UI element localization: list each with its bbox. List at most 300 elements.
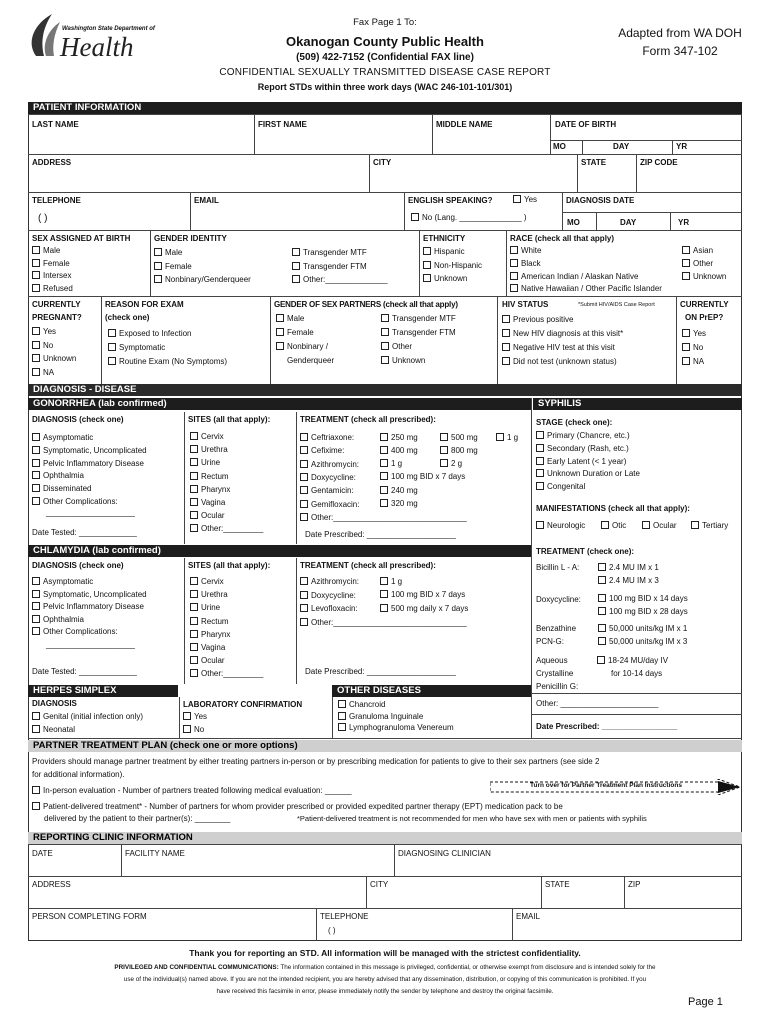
checkbox[interactable] [108, 329, 116, 337]
first-name-input[interactable] [258, 131, 428, 151]
checkbox[interactable] [423, 247, 431, 255]
gono-site-option-6[interactable]: Ocular [190, 511, 225, 520]
doxy-option-1[interactable]: 100 mg BID x 28 days [598, 607, 688, 616]
clinic-clinician-label: DIAGNOSING CLINICIAN [398, 849, 491, 858]
pregnant-option-1[interactable]: No [32, 341, 53, 350]
gono-treat-option-5[interactable]: Gemifloxacin: [300, 500, 359, 509]
benz-option-0[interactable]: 50,000 units/kg IM x 1 [598, 624, 687, 633]
stage-option-0[interactable]: Primary (Chancre, etc.) [536, 431, 630, 440]
chl-dose-0[interactable]: 1 g [380, 577, 402, 586]
clinic-state-label: STATE [545, 880, 570, 889]
checkbox[interactable] [338, 712, 346, 720]
checkbox[interactable] [32, 446, 40, 454]
checkbox[interactable] [502, 329, 510, 337]
gono-diag-option-2[interactable]: Pelvic Inflammatory Disease [32, 459, 144, 468]
checkbox[interactable] [338, 723, 346, 731]
checkbox[interactable] [32, 459, 40, 467]
checkbox[interactable] [190, 617, 198, 625]
checkbox[interactable] [154, 262, 162, 270]
checkbox[interactable] [108, 357, 116, 365]
checkbox[interactable] [691, 521, 699, 529]
checkbox[interactable] [536, 482, 544, 490]
race-option-right-2[interactable]: Unknown [682, 272, 726, 281]
chl-treat-option-1[interactable]: Doxycycline: [300, 591, 356, 600]
checkbox[interactable] [380, 446, 388, 454]
bicillin-option-1[interactable]: 2.4 MU IM x 3 [598, 576, 659, 585]
herpes-option-0[interactable]: Genital (initial infection only) [32, 712, 143, 721]
checkbox[interactable] [32, 327, 40, 335]
checkbox[interactable] [682, 357, 690, 365]
syph-treat-title: TREATMENT (check one): [536, 547, 635, 556]
checkbox[interactable] [190, 498, 198, 506]
chl-date-tested[interactable]: Date Tested: _____________ [32, 667, 137, 676]
race-option-3[interactable]: Native Hawaiian / Other Pacific Islander [510, 284, 662, 293]
gono-dose-1[interactable]: 500 mg [440, 433, 478, 442]
herpes-header: HERPES SIMPLEX [28, 685, 178, 697]
checkbox[interactable] [300, 473, 308, 481]
lab-option-0[interactable]: Yes [183, 712, 207, 721]
checkbox[interactable] [381, 328, 389, 336]
checkbox[interactable] [32, 725, 40, 733]
pregnant-option-3[interactable]: NA [32, 368, 54, 377]
ethnicity-option-0[interactable]: Hispanic [423, 247, 465, 256]
ethnicity-option-1[interactable]: Non-Hispanic [423, 261, 482, 270]
bicillin-option-0[interactable]: 2.4 MU IM x 1 [598, 563, 659, 572]
gender-option-1[interactable]: Female [154, 262, 192, 271]
checkbox[interactable] [598, 607, 606, 615]
gono-dose-6[interactable]: 2 g [440, 459, 462, 468]
chl-diag-option-0[interactable]: Asymptomatic [32, 577, 93, 586]
manif-2[interactable]: Ocular [642, 521, 677, 530]
checkbox[interactable] [292, 275, 300, 283]
checkbox[interactable] [183, 725, 191, 733]
clinic-header: REPORTING CLINIC INFORMATION [28, 832, 742, 844]
checkbox[interactable] [32, 484, 40, 492]
gono-diag-title: DIAGNOSIS (check one) [32, 415, 124, 424]
checkbox[interactable] [380, 577, 388, 585]
checkbox[interactable] [190, 445, 198, 453]
dob-day: DAY [613, 142, 630, 151]
checkbox[interactable] [510, 284, 518, 292]
partner-gender-option-0[interactable]: Male [276, 314, 304, 323]
adapted-line-2: Form 347-102 [642, 44, 718, 58]
checkbox[interactable] [190, 485, 198, 493]
checkbox[interactable] [536, 469, 544, 477]
aq-option[interactable]: 18-24 MU/day IV [597, 656, 668, 665]
checkbox[interactable] [32, 590, 40, 598]
city-label: CITY [373, 158, 392, 167]
hiv-option-2[interactable]: Negative HIV test at this visit [502, 343, 615, 352]
checkbox[interactable] [682, 259, 690, 267]
checkbox[interactable] [190, 511, 198, 519]
checkbox[interactable] [300, 618, 308, 626]
checkbox[interactable] [32, 246, 40, 254]
gono-treat-option-6[interactable]: Other:______________________________ [300, 513, 467, 522]
chl-treat-option-2[interactable]: Levofloxacin: [300, 604, 358, 613]
middle-name-input[interactable] [436, 131, 546, 151]
reason-title: REASON FOR EXAM [105, 300, 184, 309]
telephone-label: TELEPHONE [32, 196, 81, 205]
hiv-option-1[interactable]: New HIV diagnosis at this visit* [502, 329, 623, 338]
other-disease-option-1[interactable]: Granuloma Inguinale [338, 712, 423, 721]
clinic-address-label: ADDRESS [32, 880, 71, 889]
checkbox[interactable] [300, 460, 308, 468]
checkbox[interactable] [190, 603, 198, 611]
agency-name: Okanogan County Public Health [286, 34, 484, 49]
checkbox[interactable] [682, 343, 690, 351]
chl-dose-2[interactable]: 500 mg daily x 7 days [380, 604, 468, 613]
checkbox[interactable] [32, 712, 40, 720]
english-no[interactable]: No (Lang. ______________ ) [411, 213, 527, 222]
checkbox[interactable] [682, 272, 690, 280]
chl-diag-option-3[interactable]: Ophthalmia [32, 615, 84, 624]
partner-opt-in-person[interactable]: In-person evaluation - Number of partners treated following medical evaluation: ______ [32, 786, 352, 795]
gender-option-right-1[interactable]: Transgender FTM [292, 262, 367, 271]
pregnant-option-2[interactable]: Unknown [32, 354, 76, 363]
checkbox[interactable] [292, 248, 300, 256]
stage-option-4[interactable]: Congenital [536, 482, 585, 491]
gono-date-prescribed[interactable]: Date Prescribed: ____________________ [305, 530, 456, 539]
gono-site-option-3[interactable]: Rectum [190, 472, 229, 481]
checkbox[interactable] [601, 521, 609, 529]
chl-date-prescribed[interactable]: Date Prescribed: ____________________ [305, 667, 456, 676]
chl-sites-title: SITES (all that apply): [188, 561, 271, 570]
checkbox[interactable] [381, 342, 389, 350]
chl-site-option-6[interactable]: Ocular [190, 656, 225, 665]
checkbox[interactable] [300, 500, 308, 508]
syphilis-header: SYPHILIS [533, 398, 742, 410]
partner-gender-option-right-3[interactable]: Unknown [381, 356, 425, 365]
checkbox[interactable] [502, 357, 510, 365]
checkbox[interactable] [190, 630, 198, 638]
benz-label-1: Benzathine [536, 624, 577, 633]
race-option-right-1[interactable]: Other [682, 259, 713, 268]
checkbox[interactable] [190, 656, 198, 664]
checkbox[interactable] [536, 431, 544, 439]
prep-option-2[interactable]: NA [682, 357, 704, 366]
checkbox[interactable] [32, 602, 40, 610]
gono-other-line[interactable]: ____________________ [46, 508, 135, 517]
checkbox[interactable] [513, 195, 521, 203]
sex-option-2[interactable]: Intersex [32, 271, 71, 280]
gono-treat-option-0[interactable]: Ceftriaxone: [300, 433, 354, 442]
checkbox[interactable] [380, 486, 388, 494]
last-name-label: LAST NAME [32, 120, 79, 129]
chl-diag-option-1[interactable]: Symptomatic, Uncomplicated [32, 590, 147, 599]
form-title: CONFIDENTIAL SEXUALLY TRANSMITTED DISEASE CASE REPORT [219, 67, 551, 78]
checkbox[interactable] [300, 446, 308, 454]
checkbox[interactable] [32, 259, 40, 267]
checkbox[interactable] [380, 459, 388, 467]
chl-site-option-4[interactable]: Pharynx [190, 630, 230, 639]
chl-other-line[interactable]: ____________________ [46, 640, 135, 649]
checkbox[interactable] [292, 262, 300, 270]
partner-gender-option-right-2[interactable]: Other [381, 342, 412, 351]
sex-title: SEX ASSIGNED AT BIRTH [32, 234, 131, 243]
gono-site-option-4[interactable]: Pharynx [190, 485, 230, 494]
prep-option-1[interactable]: No [682, 343, 703, 352]
gender-option-0[interactable]: Male [154, 248, 182, 257]
gono-treat-option-3[interactable]: Doxycycline: [300, 473, 356, 482]
chl-diag-option-2[interactable]: Pelvic Inflammatory Disease [32, 602, 144, 611]
checkbox[interactable] [536, 457, 544, 465]
aq-label-1: Aqueous [536, 656, 568, 665]
checkbox[interactable] [536, 444, 544, 452]
gono-dose-8[interactable]: 240 mg [380, 486, 418, 495]
checkbox[interactable] [32, 615, 40, 623]
gono-treat-option-2[interactable]: Azithromycin: [300, 460, 359, 469]
checkbox[interactable] [190, 458, 198, 466]
gono-treat-option-4[interactable]: Gentamicin: [300, 486, 354, 495]
race-option-right-0[interactable]: Asian [682, 246, 713, 255]
lab-option-1[interactable]: No [183, 725, 204, 734]
stage-option-3[interactable]: Unknown Duration or Late [536, 469, 640, 478]
aq-label-3: Penicillin G: [536, 682, 579, 691]
checkbox[interactable] [190, 643, 198, 651]
clinic-zip-label: ZIP [628, 880, 641, 889]
gono-treat-option-1[interactable]: Cefixime: [300, 446, 344, 455]
doxy-option-0[interactable]: 100 mg BID x 14 days [598, 594, 688, 603]
gono-dose-0[interactable]: 250 mg [380, 433, 418, 442]
english-yes[interactable]: Yes [513, 195, 537, 204]
checkbox[interactable] [380, 472, 388, 480]
checkbox[interactable] [598, 637, 606, 645]
checkbox[interactable] [32, 271, 40, 279]
checkbox[interactable] [300, 486, 308, 494]
manif-1[interactable]: Otic [601, 521, 626, 530]
checkbox[interactable] [496, 433, 504, 441]
reason-option-2[interactable]: Routine Exam (No Symptoms) [108, 357, 227, 366]
checkbox[interactable] [32, 627, 40, 635]
other-disease-option-0[interactable]: Chancroid [338, 700, 385, 709]
chl-site-option-1[interactable]: Urethra [190, 590, 228, 599]
checkbox[interactable] [190, 524, 198, 532]
checkbox[interactable] [32, 786, 40, 794]
clinic-email-label: EMAIL [516, 912, 541, 921]
gono-diag-option-1[interactable]: Symptomatic, Uncomplicated [32, 446, 147, 455]
checkbox[interactable] [380, 604, 388, 612]
checkbox[interactable] [423, 274, 431, 282]
dob-label: DATE OF BIRTH [555, 120, 617, 129]
checkbox[interactable] [276, 342, 284, 350]
gono-diag-option-5[interactable]: Other Complications: [32, 497, 118, 506]
race-option-0[interactable]: White [510, 246, 541, 255]
page-number: Page 1 [688, 996, 723, 1008]
turn-over-arrow: Turn over for Partner Treatment Plan Instructions [490, 779, 742, 795]
last-name-input[interactable] [32, 131, 250, 151]
checkbox[interactable] [338, 700, 346, 708]
diag-day: DAY [620, 218, 637, 227]
partner-opt-ept-2: delivered by the patient to their partner(s): ________ [44, 814, 231, 823]
manif-3[interactable]: Tertiary [691, 521, 728, 530]
sex-option-1[interactable]: Female [32, 259, 70, 268]
lab-conf-title: LABORATORY CONFIRMATION [183, 700, 303, 709]
gono-dose-3[interactable]: 400 mg [380, 446, 418, 455]
checkbox[interactable] [276, 314, 284, 322]
gender-option-right-2[interactable]: Other:______________ [292, 275, 388, 284]
stage-option-2[interactable]: Early Latent (< 1 year) [536, 457, 626, 466]
herpes-option-1[interactable]: Neonatal [32, 725, 75, 734]
clinic-facility-label: FACILITY NAME [125, 849, 185, 858]
chl-diag-option-4[interactable]: Other Complications: [32, 627, 118, 636]
checkbox[interactable] [536, 521, 544, 529]
checkbox[interactable] [597, 656, 605, 664]
checkbox[interactable] [381, 314, 389, 322]
checkbox[interactable] [32, 577, 40, 585]
pregnant-option-0[interactable]: Yes [32, 327, 56, 336]
gono-date-tested[interactable]: Date Tested: _____________ [32, 528, 137, 537]
benz-option-1[interactable]: 50,000 units/kg IM x 3 [598, 637, 687, 646]
checkbox[interactable] [108, 343, 116, 351]
gono-site-option-0[interactable]: Cervix [190, 432, 224, 441]
checkbox[interactable] [32, 368, 40, 376]
race-option-2[interactable]: American Indian / Alaskan Native [510, 272, 638, 281]
partner-header: PARTNER TREATMENT PLAN (check one or more options) [28, 740, 742, 752]
bicillin-label: Bicillin L - A: [536, 563, 580, 572]
gono-diag-option-0[interactable]: Asymptomatic [32, 433, 93, 442]
gono-dose-2[interactable]: 1 g [496, 433, 518, 442]
gono-site-option-5[interactable]: Vagina [190, 498, 225, 507]
syph-other[interactable]: Other: ______________________ [536, 699, 659, 708]
stage-option-1[interactable]: Secondary (Rash, etc.) [536, 444, 629, 453]
checkbox[interactable] [276, 328, 284, 336]
checkbox[interactable] [682, 246, 690, 254]
chl-site-option-2[interactable]: Urine [190, 603, 220, 612]
email-label: EMAIL [194, 196, 219, 205]
hiv-title: HIV STATUS [502, 300, 549, 309]
gono-dose-9[interactable]: 320 mg [380, 499, 418, 508]
checkbox[interactable] [154, 248, 162, 256]
chl-treat-option-0[interactable]: Azithromycin: [300, 577, 359, 586]
checkbox[interactable] [183, 712, 191, 720]
partner-gender-option-2[interactable]: Nonbinary / [276, 342, 328, 351]
address-input[interactable] [32, 170, 365, 190]
aq-option-2: for 10-14 days [611, 669, 663, 678]
chl-site-option-3[interactable]: Rectum [190, 617, 229, 626]
checkbox[interactable] [190, 669, 198, 677]
chl-site-option-0[interactable]: Cervix [190, 577, 224, 586]
checkbox[interactable] [190, 590, 198, 598]
partner-gender-option-1[interactable]: Female [276, 328, 314, 337]
patient-info-header: PATIENT INFORMATION [28, 102, 742, 114]
checkbox[interactable] [598, 576, 606, 584]
state-label: STATE [581, 158, 607, 167]
checkbox[interactable] [190, 432, 198, 440]
gono-dose-7[interactable]: 100 mg BID x 7 days [380, 472, 465, 481]
hiv-option-3[interactable]: Did not test (unknown status) [502, 357, 617, 366]
other-disease-option-2[interactable]: Lymphogranuloma Venereum [338, 723, 454, 732]
gender-option-2[interactable]: Nonbinary/Genderqueer [154, 275, 251, 284]
checkbox[interactable] [190, 577, 198, 585]
prep-title-1: CURRENTLY [680, 300, 729, 309]
checkbox[interactable] [642, 521, 650, 529]
checkbox[interactable] [510, 259, 518, 267]
diagnosis-date-label: DIAGNOSIS DATE [566, 196, 635, 205]
checkbox[interactable] [510, 246, 518, 254]
chl-site-option-5[interactable]: Vagina [190, 643, 225, 652]
prep-title-2: ON PrEP? [685, 313, 724, 322]
race-title: RACE (check all that apply) [510, 234, 615, 243]
checkbox[interactable] [32, 802, 40, 810]
chl-diag-title: DIAGNOSIS (check one) [32, 561, 124, 570]
gono-diag-option-4[interactable]: Disseminated [32, 484, 91, 493]
checkbox[interactable] [154, 275, 162, 283]
checkbox[interactable] [682, 329, 690, 337]
reason-option-0[interactable]: Exposed to Infection [108, 329, 192, 338]
gono-site-option-1[interactable]: Urethra [190, 445, 228, 454]
clinic-city-label: CITY [370, 880, 389, 889]
checkbox[interactable] [300, 513, 308, 521]
prep-option-0[interactable]: Yes [682, 329, 706, 338]
sex-option-3[interactable]: Refused [32, 284, 73, 293]
race-option-1[interactable]: Black [510, 259, 541, 268]
checkbox[interactable] [440, 459, 448, 467]
checkbox[interactable] [502, 343, 510, 351]
checkbox[interactable] [300, 591, 308, 599]
gono-site-option-7[interactable]: Other:_________ [190, 524, 263, 533]
checkbox[interactable] [598, 594, 606, 602]
partner-gender-option-right-0[interactable]: Transgender MTF [381, 314, 456, 323]
stage-title: STAGE (check one): [536, 418, 613, 427]
partner-opt-ept[interactable]: Patient-delivered treatment* - Number of partners for whom provider prescribed or provided expedited partner therapy (EPT) medication pack to be [32, 802, 563, 811]
privilege-line-1: PRIVILEGED AND CONFIDENTIAL COMMUNICATIONS: The information contained in this message is privileged, confidential, or otherwise exempt from disclosure and is intended solely for the [114, 964, 656, 971]
gender-option-right-0[interactable]: Transgender MTF [292, 248, 367, 257]
gono-dose-5[interactable]: 1 g [380, 459, 402, 468]
checkbox[interactable] [32, 354, 40, 362]
checkbox[interactable] [381, 356, 389, 364]
checkbox[interactable] [32, 497, 40, 505]
checkbox[interactable] [440, 433, 448, 441]
partner-gender-option-3[interactable]: Genderqueer [287, 356, 335, 365]
checkbox[interactable] [32, 341, 40, 349]
checkbox[interactable] [510, 272, 518, 280]
checkbox[interactable] [300, 604, 308, 612]
gono-dose-4[interactable]: 800 mg [440, 446, 478, 455]
checkbox[interactable] [411, 213, 419, 221]
checkbox[interactable] [190, 472, 198, 480]
gono-site-option-2[interactable]: Urine [190, 458, 220, 467]
checkbox[interactable] [423, 261, 431, 269]
reason-option-1[interactable]: Symptomatic [108, 343, 165, 352]
checkbox[interactable] [380, 499, 388, 507]
doxy-label: Doxycycline: [536, 595, 581, 604]
hiv-option-0[interactable]: Previous positive [502, 315, 573, 324]
first-name-label: FIRST NAME [258, 120, 307, 129]
chl-dose-1[interactable]: 100 mg BID x 7 days [380, 590, 465, 599]
checkbox[interactable] [502, 315, 510, 323]
gono-diag-option-3[interactable]: Ophthalmia [32, 471, 84, 480]
chl-treat-option-3[interactable]: Other:______________________________ [300, 618, 467, 627]
ethnicity-option-2[interactable]: Unknown [423, 274, 467, 283]
checkbox[interactable] [32, 433, 40, 441]
clinic-telephone-paren[interactable]: ( ) [328, 926, 336, 935]
checkbox[interactable] [598, 563, 606, 571]
checkbox[interactable] [300, 577, 308, 585]
syph-date-prescribed[interactable]: Date Prescribed: _________________ [536, 722, 678, 731]
telephone-paren[interactable]: ( ) [38, 213, 48, 224]
checkbox[interactable] [300, 433, 308, 441]
checkbox[interactable] [598, 624, 606, 632]
checkbox[interactable] [380, 590, 388, 598]
manif-0[interactable]: Neurologic [536, 521, 585, 530]
partner-gender-option-right-1[interactable]: Transgender FTM [381, 328, 456, 337]
chl-site-option-7[interactable]: Other:_________ [190, 669, 263, 678]
checkbox[interactable] [32, 471, 40, 479]
checkbox[interactable] [380, 433, 388, 441]
checkbox[interactable] [440, 446, 448, 454]
sex-option-0[interactable]: Male [32, 246, 60, 255]
checkbox[interactable] [32, 284, 40, 292]
